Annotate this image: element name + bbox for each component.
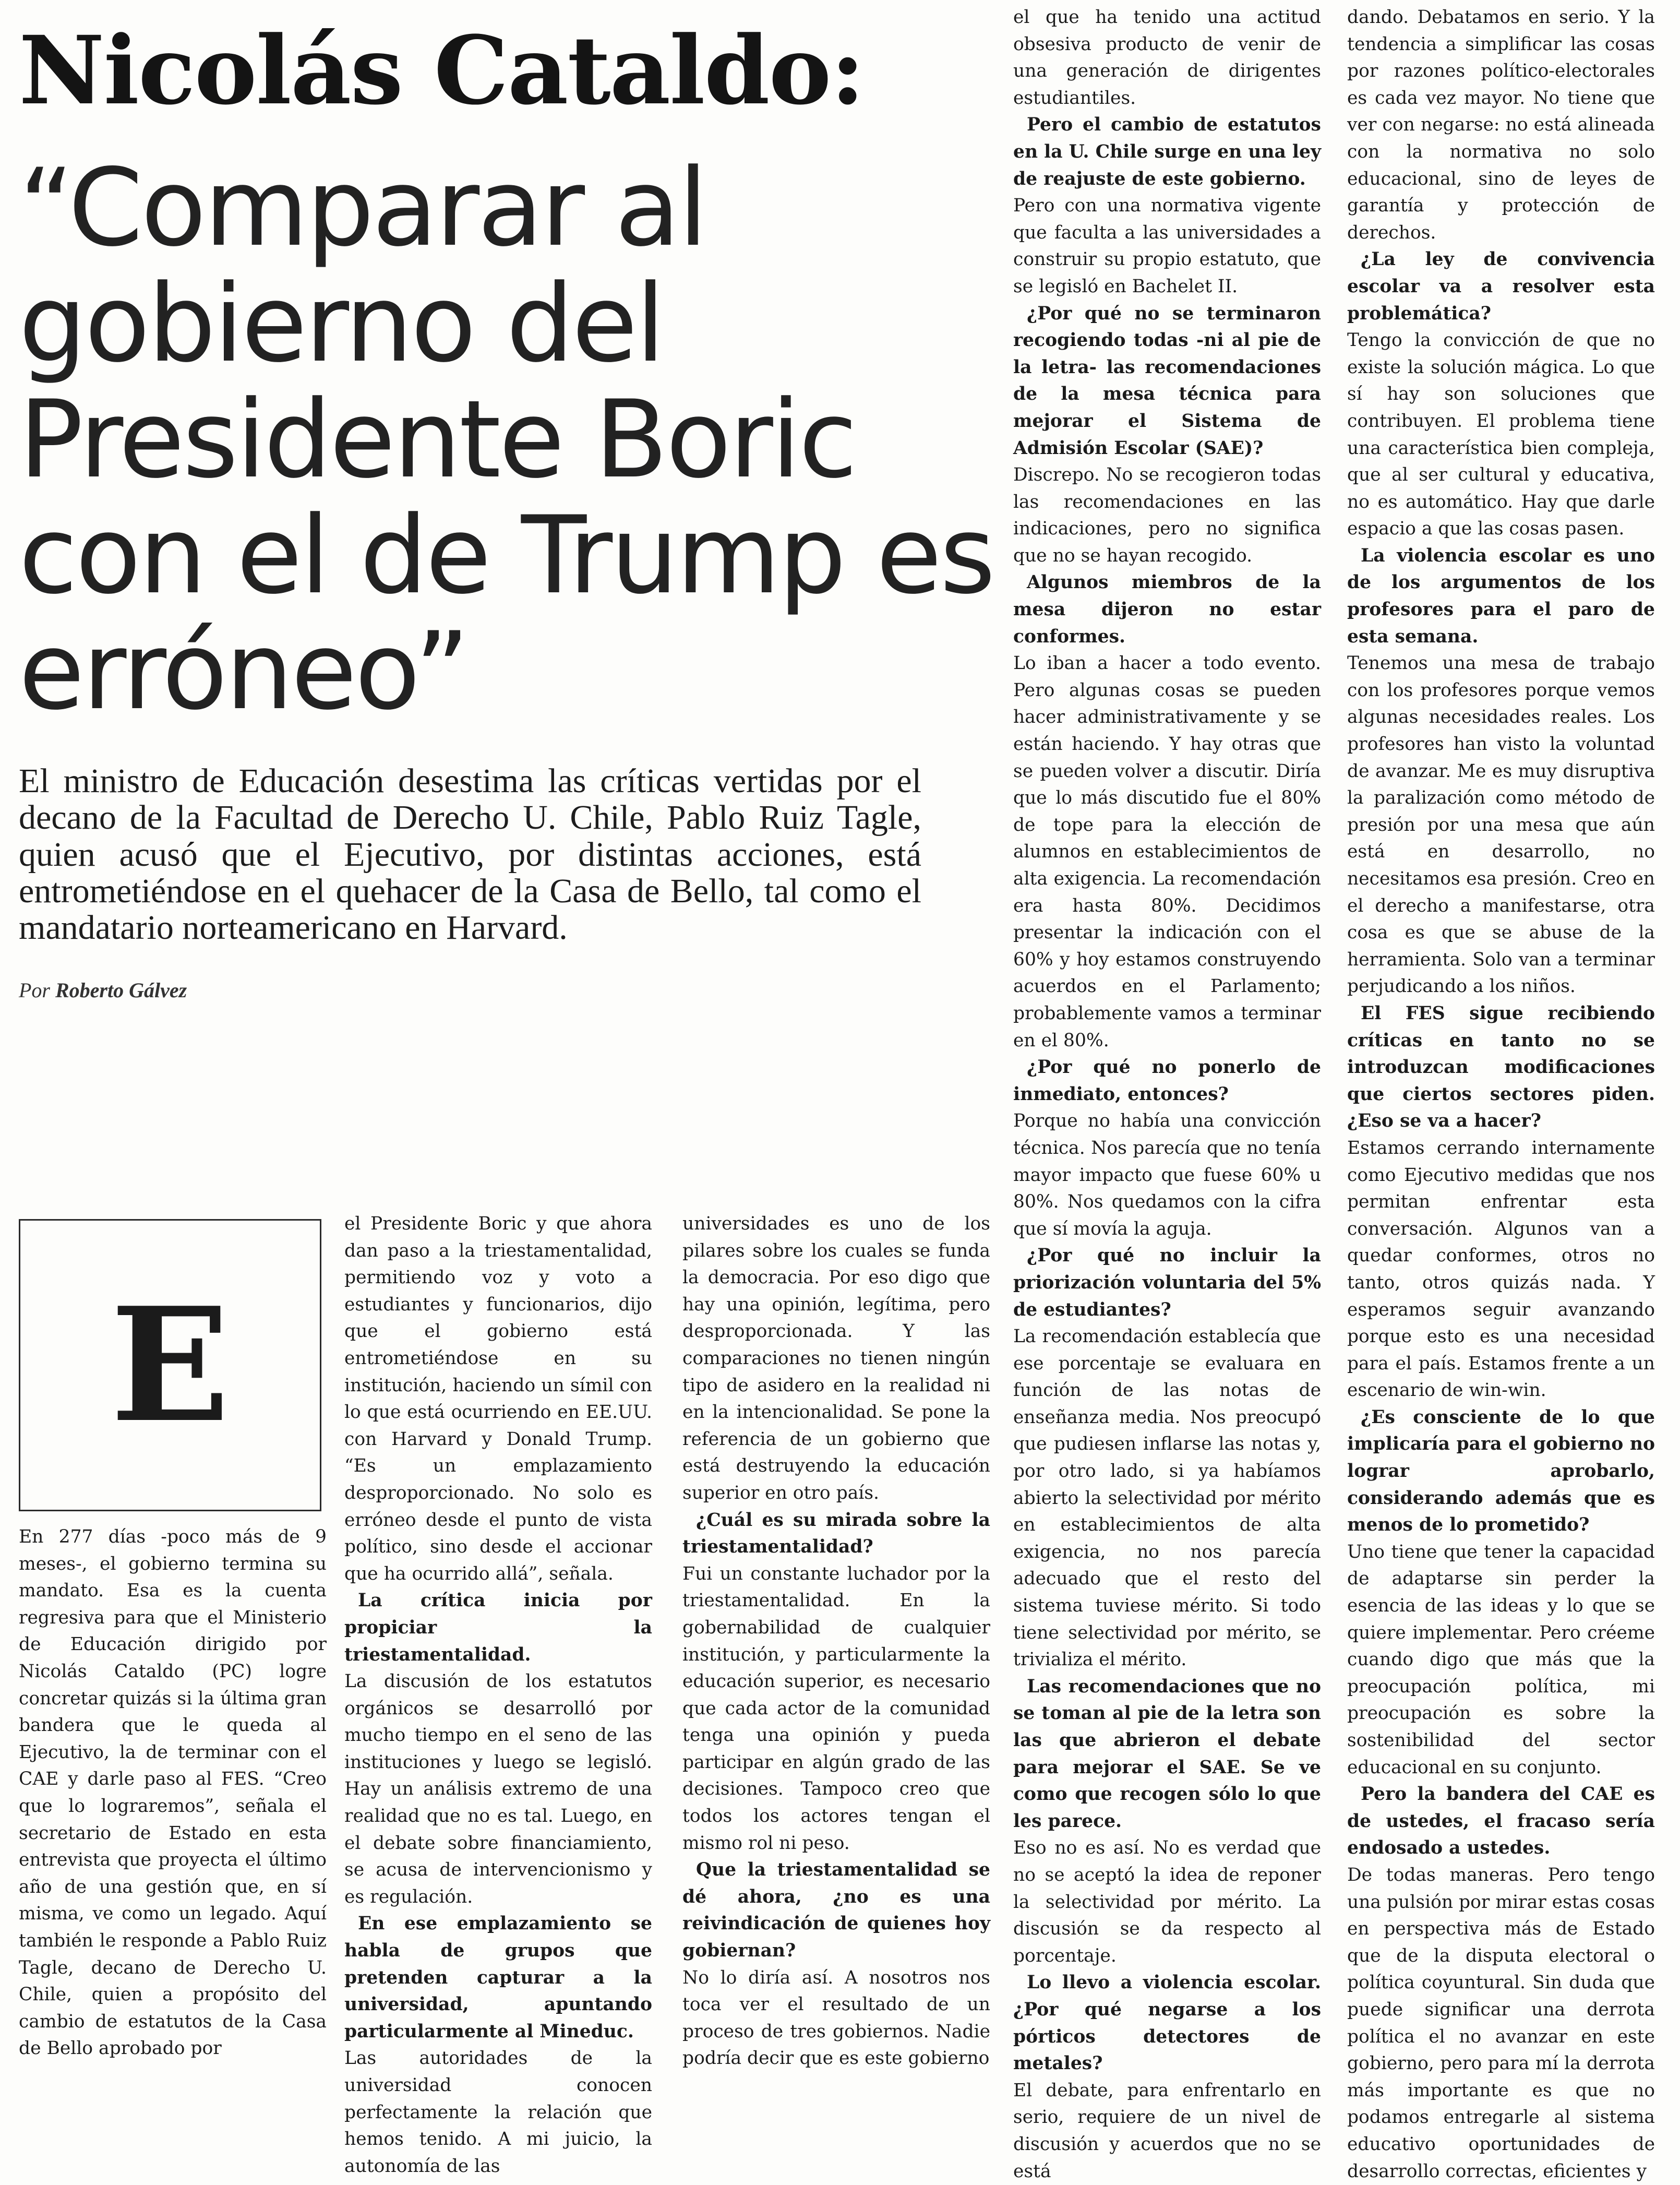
body-paragraph: Fui un constante luchador por la triestamentalidad. En la gobernabilidad de cualquier institución, y particularmente la educación superior, es necesario que cada actor de la comunidad tenga una opinión y pueda participar en algún grado de las decisiones. Tampoco creo que todos los actores tengan el mismo rol ni peso. [682, 1563, 990, 1854]
dropcap-letter: E [110, 1273, 230, 1457]
interview-question: En ese emplazamiento se habla de grupos que pretenden capturar a la universidad, apuntando particularmente al Mineduc. [344, 1913, 652, 2042]
interview-question: Que la triestamentalidad se dé ahora, ¿no es una reivindicación de quienes hoy gobiernan? [682, 1859, 990, 1962]
headline-quote: “Comparar al gobierno del Presidente Boric con el de Trump es erróneo” [19, 146, 994, 734]
body-paragraph: Porque no había una convicción técnica. Nos parecía que no tenía mayor impacto que fuese 60% u 80%. Nos quedamos con la cifra que sí movía la aguja. [1013, 1111, 1321, 1239]
lede-paragraph: El ministro de Educación desestima las críticas vertidas por el decano de la Facultad de Derecho U. Chile, Pablo Ruiz Tagle, quien acusó que el Ejecutivo, por distintas acciones, está entrometiéndose en el quehacer de la Casa de Bello, tal como el mandatario norteamericano en Harvard. [19, 762, 921, 947]
body-paragraph: Uno tiene que tener la capacidad de adaptarse sin perder la esencia de las ideas y lo que se quiere implementar. Pero créeme cuando digo que más que la preocupación política, mi preocupación es sobre la sostenibilidad del sector educacional en su conjunto. [1347, 1541, 1655, 1778]
body-paragraph: La discusión de los estatutos orgánicos se desarrolló por mucho tiempo en el seno de las instituciones y luego se legisló. Hay un análisis extremo de una realidad que no es tal. Luego, en el debate sobre financiamiento, se acusa de intervencionismo y es regulación. [344, 1671, 652, 1907]
interview-question: El FES sigue recibiendo críticas en tanto no se introduzcan modificaciones que ciertos sectores piden. ¿Eso se va a hacer? [1347, 1002, 1655, 1132]
body-paragraph: el Presidente Boric y que ahora dan paso a la triestamentalidad, permitiendo voz y voto a estudiantes y funcionarios, dijo que el gobierno está entrometiéndose en su institución, haciendo un símil con lo que está ocurriendo en EE.UU. con Harvard y Donald Trump. “Es un emplazamiento desproporcionado. No solo es erróneo desde el punto de vista político, sino desde el accionar que ha ocurrido allá”, señala. [344, 1213, 652, 1584]
article-column-3 [682, 1211, 990, 2077]
body-paragraph: Tenemos una mesa de trabajo con los profesores porque vemos algunas necesidades reales. Los profesores han visto la voluntad de avanzar. Me es muy disruptiva la paralización como método de presión por una mesa que aún está en desarrollo, no necesitamos esa presión. Creo en el derecho a manifestarse, otra cosa es que se abuse de la herramienta. Solo van a terminar perjudicando a los niños. [1347, 653, 1655, 997]
headline [19, 16, 1000, 734]
body-paragraph: universidades es uno de los pilares sobre los cuales se funda la democracia. Por eso digo que hay una opinión, legítima, pero desproporcionada. Y las comparaciones no tienen ningún tipo de asidero en la realidad ni en la intencionalidad. Se pone la referencia de un gobierno que está destruyendo la educación superior en otro país. [682, 1213, 990, 1503]
interview-question: ¿Cuál es su mirada sobre la triestamentalidad? [682, 1509, 990, 1558]
interview-question: La violencia escolar es uno de los argumentos de los profesores para el paro de esta semana. [1347, 545, 1655, 647]
byline-prefix: Por [19, 978, 50, 1002]
interview-question: ¿Por qué no incluir la priorización voluntaria del 5% de estudiantes? [1013, 1245, 1321, 1320]
body-paragraph: Tengo la convicción de que no existe la solución mágica. Lo que sí hay son soluciones que contribuyen. El problema tiene una característica bien compleja, que al ser cultural y educativa, no es automático. Hay que darle espacio a que las cosas pasen. [1347, 330, 1655, 540]
body-paragraph: El debate, para enfrentarlo en serio, requiere de un nivel de discusión y acuerdos que no se está [1013, 2080, 1321, 2182]
article-column-5 [1347, 4, 1655, 2182]
body-paragraph: La recomendación establecía que ese porcentaje se evaluara en función de las notas de enseñanza media. Nos preocupó que pudiesen inflarse las notas y, por otro lado, si ya habíamos abierto la selectividad por mérito en establecimientos de alta exigencia, no nos parecía adecuado que el resto del sistema tuviese mérito. Si todo tiene selectividad por mérito, se trivializa el mérito. [1013, 1326, 1321, 1670]
body-paragraph: Discrepo. No se recogieron todas las recomendaciones en las indicaciones, pero no significa que no se hayan recogido. [1013, 464, 1321, 566]
article-column-1 [19, 1524, 327, 2077]
body-paragraph: En 277 días -poco más de 9 meses-, el gobierno termina su mandato. Esa es la cuenta regresiva para que el Ministerio de Educación dirigido por Nicolás Cataldo (PC) logre concretar quizás si la última gran bandera que le queda al Ejecutivo, la de terminar con el CAE y darle paso al FES. “Creo que lo lograremos”, señala el secretario de Estado en esta entrevista que proyecta el último año de una gestión que, en sí misma, ve como un legado. Aquí también le responde a Pablo Ruiz Tagle, decano de Derecho U. Chile, quien a propósito del cambio de estatutos de la Casa de Bello aprobado por [19, 1526, 327, 2059]
interview-question: ¿La ley de convivencia escolar va a resolver esta problemática? [1347, 249, 1655, 324]
byline-author: Roberto Gálvez [55, 978, 187, 1002]
interview-question: Algunos miembros de la mesa dijeron no estar conformes. [1013, 572, 1321, 647]
interview-question: La crítica inicia por propiciar la triestamentalidad. [344, 1590, 652, 1665]
interview-question: ¿Por qué no ponerlo de inmediato, entonces? [1013, 1057, 1321, 1105]
body-paragraph: el que ha tenido una actitud obsesiva producto de venir de una generación de dirigentes estudiantiles. [1013, 7, 1321, 109]
body-paragraph: Eso no es así. No es verdad que no se aceptó la idea de reponer la selectividad por mérito. La discusión se da respecto al porcentaje. [1013, 1837, 1321, 1966]
interview-question: ¿Por qué no se terminaron recogiendo todas -ni al pie de la letra- las recomendaciones de la mesa técnica para mejorar el Sistema de Admisión Escolar (SAE)? [1013, 303, 1321, 459]
byline [19, 978, 187, 1002]
interview-question: ¿Es consciente de lo que implicaría para el gobierno no lograr aprobarlo, considerando además que es menos de lo prometido? [1347, 1406, 1655, 1536]
dropcap-box [19, 1219, 321, 1511]
body-paragraph: Estamos cerrando internamente como Ejecutivo medidas que nos permitan enfrentar esta conversación. Algunos van a quedar conformes, otros no tanto, otros quizás nada. Y esperamos seguir avanzando porque esto es una necesidad para el país. Estamos frente a un escenario de win-win. [1347, 1137, 1655, 1401]
interview-question: Las recomendaciones que no se toman al pie de la letra son las que abrieron el debate para mejorar el SAE. Se ve como que recogen sólo lo que les parece. [1013, 1676, 1321, 1832]
body-paragraph: Las autoridades de la universidad conocen perfectamente la relación que hemos tenido. A mi juicio, la autonomía de las [344, 2048, 652, 2177]
body-paragraph: Pero con una normativa vigente que faculta a las universidades a construir su propio estatuto, que se legisló en Bachelet II. [1013, 195, 1321, 297]
article-column-4 [1013, 4, 1321, 2182]
body-paragraph: Lo iban a hacer a todo evento. Pero algunas cosas se pueden hacer administrativamente y se están haciendo. Y hay otras que se pueden volver a discutir. Diría que lo más discutido fue el 80% de tope para la elección de alumnos en establecimientos de alta exigencia. La recomendación era hasta 80%. Decidimos presentar la indicación con el 60% y hoy estamos construyendo acuerdos en el Parlamento; probablemente vamos a terminar en el 80%. [1013, 653, 1321, 1051]
headline-name: Nicolás Cataldo: [19, 16, 864, 126]
interview-question: Lo llevo a violencia escolar. ¿Por qué negarse a los pórticos detectores de metales? [1013, 1972, 1321, 2074]
body-paragraph: De todas maneras. Pero tengo una pulsión por mirar estas cosas en perspectiva más de Estado que de la disputa electoral o política coyuntural. Sin duda que puede significar una derrota política el no avanzar en este gobierno, pero para mí la derrota más importante es que no podamos entregarle al sistema educativo oportunidades de desarrollo correctas, eficientes y [1347, 1864, 1655, 2182]
body-paragraph: dando. Debatamos en serio. Y la tendencia a simplificar las cosas por razones político-electorales es cada vez mayor. No tiene que ver con negarse: no está alineada con la normativa no solo educacional, sino de leyes de garantía y protección de derechos. [1347, 7, 1655, 243]
body-paragraph: No lo diría así. A nosotros nos toca ver el resultado de un proceso de tres gobiernos. Nadie podría decir que es este gobierno [682, 1967, 990, 2069]
interview-question: Pero el cambio de estatutos en la U. Chile surge en una ley de reajuste de este gobierno. [1013, 114, 1321, 189]
interview-question: Pero la bandera del CAE es de ustedes, el fracaso sería endosado a ustedes. [1347, 1784, 1655, 1859]
article-column-2 [344, 1211, 652, 2177]
